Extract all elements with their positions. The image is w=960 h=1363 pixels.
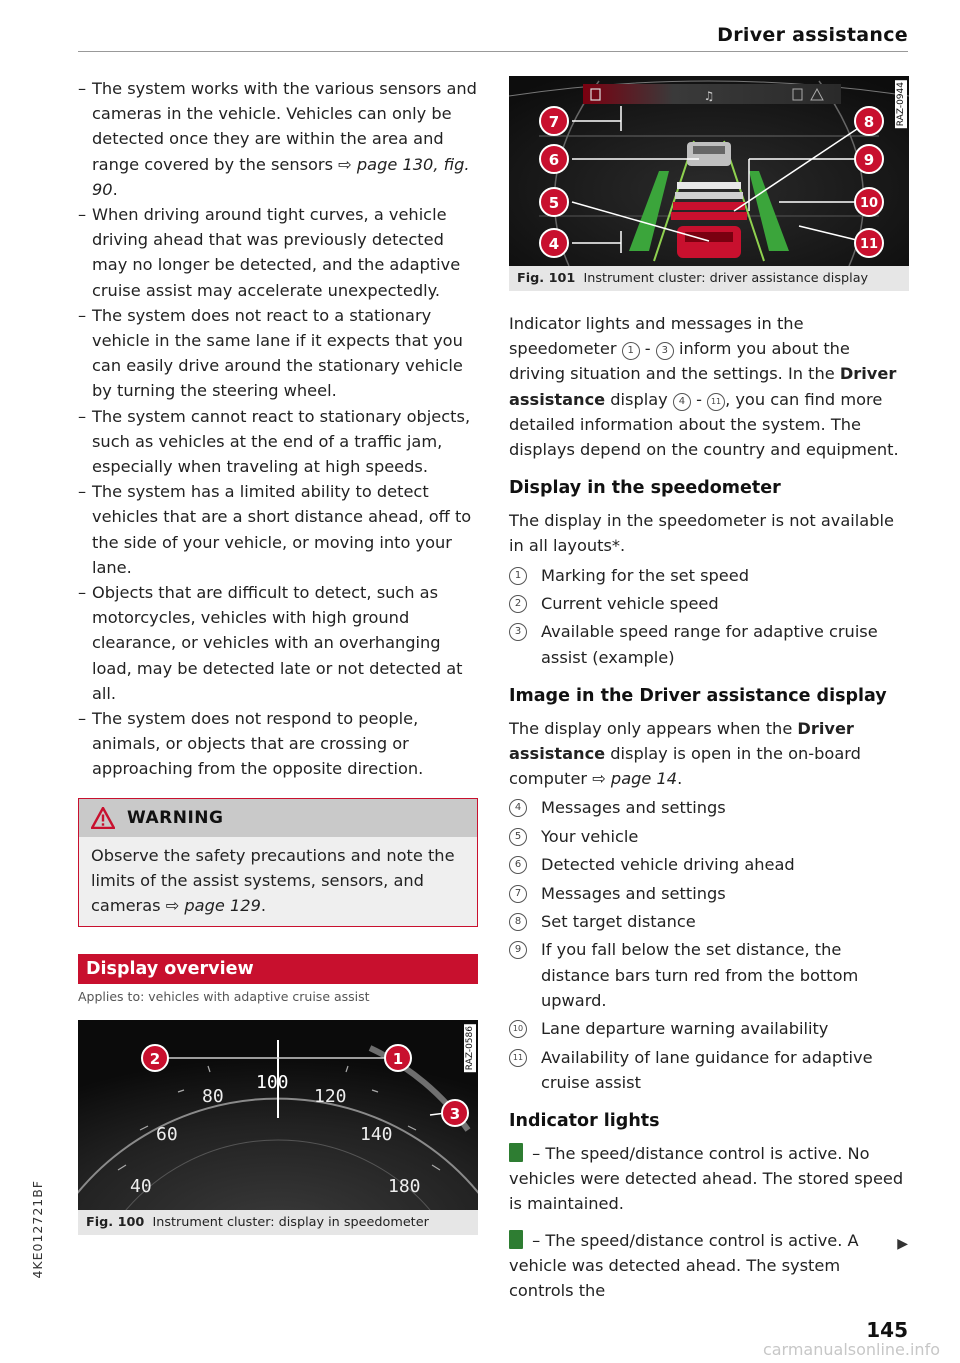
page-reference-link[interactable]: ⇨ page 130, fig. 90 (92, 154, 470, 199)
list-item: 5 Your vehicle (509, 824, 909, 849)
right-column (509, 76, 909, 1303)
warning-text: Observe the safety precautions and note the limits of the assist systems, sensors, and cameras ⇨ page 129. (79, 837, 477, 926)
list-item: 2 Current vehicle speed (509, 591, 909, 616)
page-reference-link[interactable]: ⇨ page 129 (165, 895, 261, 915)
callout-9 (855, 145, 883, 173)
svg-text:7: 7 (548, 113, 560, 131)
watermark: carmanualsonline.info (762, 1340, 940, 1359)
list-item: 11 Availability of lane guidance for adaptive cruise assist (509, 1045, 909, 1095)
speed-label-40: 40 (130, 1175, 152, 1197)
speed-label-120: 120 (314, 1085, 347, 1107)
speedometer-legend (509, 563, 909, 670)
list-item: 4 Messages and settings (509, 795, 909, 820)
list-item: 10 Lane departure warning availability (509, 1016, 909, 1041)
page-header-title: Driver assistance (717, 24, 908, 46)
speed-label-140: 140 (360, 1123, 393, 1145)
cruise-control-active-icon (509, 1143, 523, 1162)
callout-ref-11: 11 (707, 393, 725, 411)
speedometer-heading: Display in the speedometer (509, 478, 781, 499)
callout-ref-3: 3 (656, 342, 674, 360)
warning-header (79, 799, 477, 837)
callout-7 (540, 107, 568, 135)
continue-arrow-icon: ▶ (897, 1236, 908, 1252)
vehicle-detected-icon (509, 1230, 523, 1249)
limitations-list (78, 76, 478, 782)
list-item: 3 Available speed range for adaptive cruise assist (example) (509, 619, 909, 669)
svg-text:♫: ♫ (703, 89, 715, 103)
svg-text:4: 4 (548, 235, 560, 253)
list-item: – The system works with the various sensors and cameras in the vehicle. Vehicles can only be detected once they are within the area and range covered by the sensors ⇨ page 130, fig. 90. (78, 76, 478, 202)
callout-ref-4: 4 (673, 393, 691, 411)
svg-text:1: 1 (392, 1049, 404, 1068)
list-item: 6 Detected vehicle driving ahead (509, 852, 909, 877)
warning-title: WARNING (127, 807, 224, 828)
left-column (78, 76, 478, 1235)
figure-caption: Fig. 101 Instrument cluster: driver assistance display (509, 266, 909, 291)
callout-1 (385, 1045, 411, 1071)
list-item: – The system does not respond to people, animals, or objects that are crossing or approaching from the opposite direction. (78, 706, 478, 782)
svg-text:6: 6 (548, 151, 560, 169)
list-item: 8 Set target distance (509, 909, 909, 934)
indicator-lights-heading: Indicator lights (509, 1110, 660, 1131)
callout-8 (855, 107, 883, 135)
speed-label-60: 60 (156, 1123, 178, 1145)
callout-5 (540, 188, 568, 216)
list-item: 7 Messages and settings (509, 881, 909, 906)
figure-caption: Fig. 100 Instrument cluster: display in speedometer (78, 1210, 478, 1235)
section-title: Display overview (78, 954, 478, 984)
figure-101 (509, 76, 909, 291)
list-item: – The system does not react to a stationary vehicle in the same lane if it expects that you can easily drive around the stationary vehicle by turning the steering wheel. (78, 303, 478, 404)
document-code: 4KE012721BF (30, 1180, 45, 1279)
figure-code: RAZ-0944 (896, 82, 906, 127)
speedometer-paragraph: The display in the speedometer is not available in all layouts*. (509, 511, 894, 556)
figure-code: RAZ-0586 (465, 1025, 475, 1070)
list-item: – When driving around tight curves, a vehicle driving ahead that was previously detected may no longer be detected, and the adaptive cruise assist may accelerate unexpectedly. (78, 202, 478, 303)
header-divider (78, 51, 908, 52)
warning-triangle-icon (91, 807, 115, 829)
callout-11 (855, 229, 883, 257)
svg-text:2: 2 (149, 1049, 161, 1068)
speedometer-image (78, 1020, 478, 1210)
callout-2 (142, 1045, 168, 1071)
figure-100 (78, 1020, 478, 1235)
image-display-paragraph: The display only appears when the Driver assistance display is open in the on-board computer ⇨ page 14. (509, 718, 861, 789)
speed-label-100: 100 (256, 1071, 289, 1093)
callout-4 (540, 229, 568, 257)
callout-10 (855, 188, 883, 216)
list-item: 9 If you fall below the set distance, the distance bars turn red from the bottom upward. (509, 937, 909, 1013)
list-item: – The system cannot react to stationary objects, such as vehicles at the end of a traffic jam, especially when traveling at high speeds. (78, 404, 478, 480)
speed-label-180: 180 (388, 1175, 421, 1197)
display-legend (509, 795, 909, 1095)
svg-text:9: 9 (863, 151, 875, 169)
list-item: – Objects that are difficult to detect, such as motorcycles, vehicles with high ground clearance, or vehicles with an overhanging load, may be detected late or not detected at all. (78, 580, 478, 706)
svg-text:8: 8 (863, 113, 875, 131)
page-number: 145 (866, 1318, 908, 1342)
callout-6 (540, 145, 568, 173)
warning-box (78, 798, 478, 927)
speed-label-80: 80 (202, 1085, 224, 1107)
indicator-paragraph-2: – The speed/distance control is active. A vehicle was detected ahead. The system controls the (509, 1230, 859, 1300)
page-reference-link[interactable]: ⇨ page 14 (592, 769, 678, 789)
speedometer-graphic (78, 1020, 478, 1210)
applies-to-note: Applies to: vehicles with adaptive cruise assist (78, 988, 370, 1004)
indicator-paragraph-1: – The speed/distance control is active. No vehicles were detected ahead. The stored speed is maintained. (509, 1143, 904, 1214)
svg-text:3: 3 (449, 1104, 461, 1123)
list-item: – The system has a limited ability to detect vehicles that are a short distance ahead, off to the side of your vehicle, or moving into your lane. (78, 479, 478, 580)
list-item: 1 Marking for the set speed (509, 563, 909, 588)
driver-assistance-display-image (509, 76, 909, 266)
callout-ref-1: 1 (622, 342, 640, 360)
driver-assistance-graphic (509, 76, 909, 266)
svg-text:11: 11 (859, 237, 879, 252)
intro-paragraph: Indicator lights and messages in the speedometer 1 - 3 inform you about the driving situation and the settings. In the Driver assistance display 4 - 11 , you can find more detailed information about the system. The displays depend on the country and equipment. (509, 314, 899, 460)
svg-text:10: 10 (859, 196, 879, 211)
svg-text:5: 5 (548, 194, 560, 212)
image-display-heading: Image in the Driver assistance display (509, 685, 887, 706)
